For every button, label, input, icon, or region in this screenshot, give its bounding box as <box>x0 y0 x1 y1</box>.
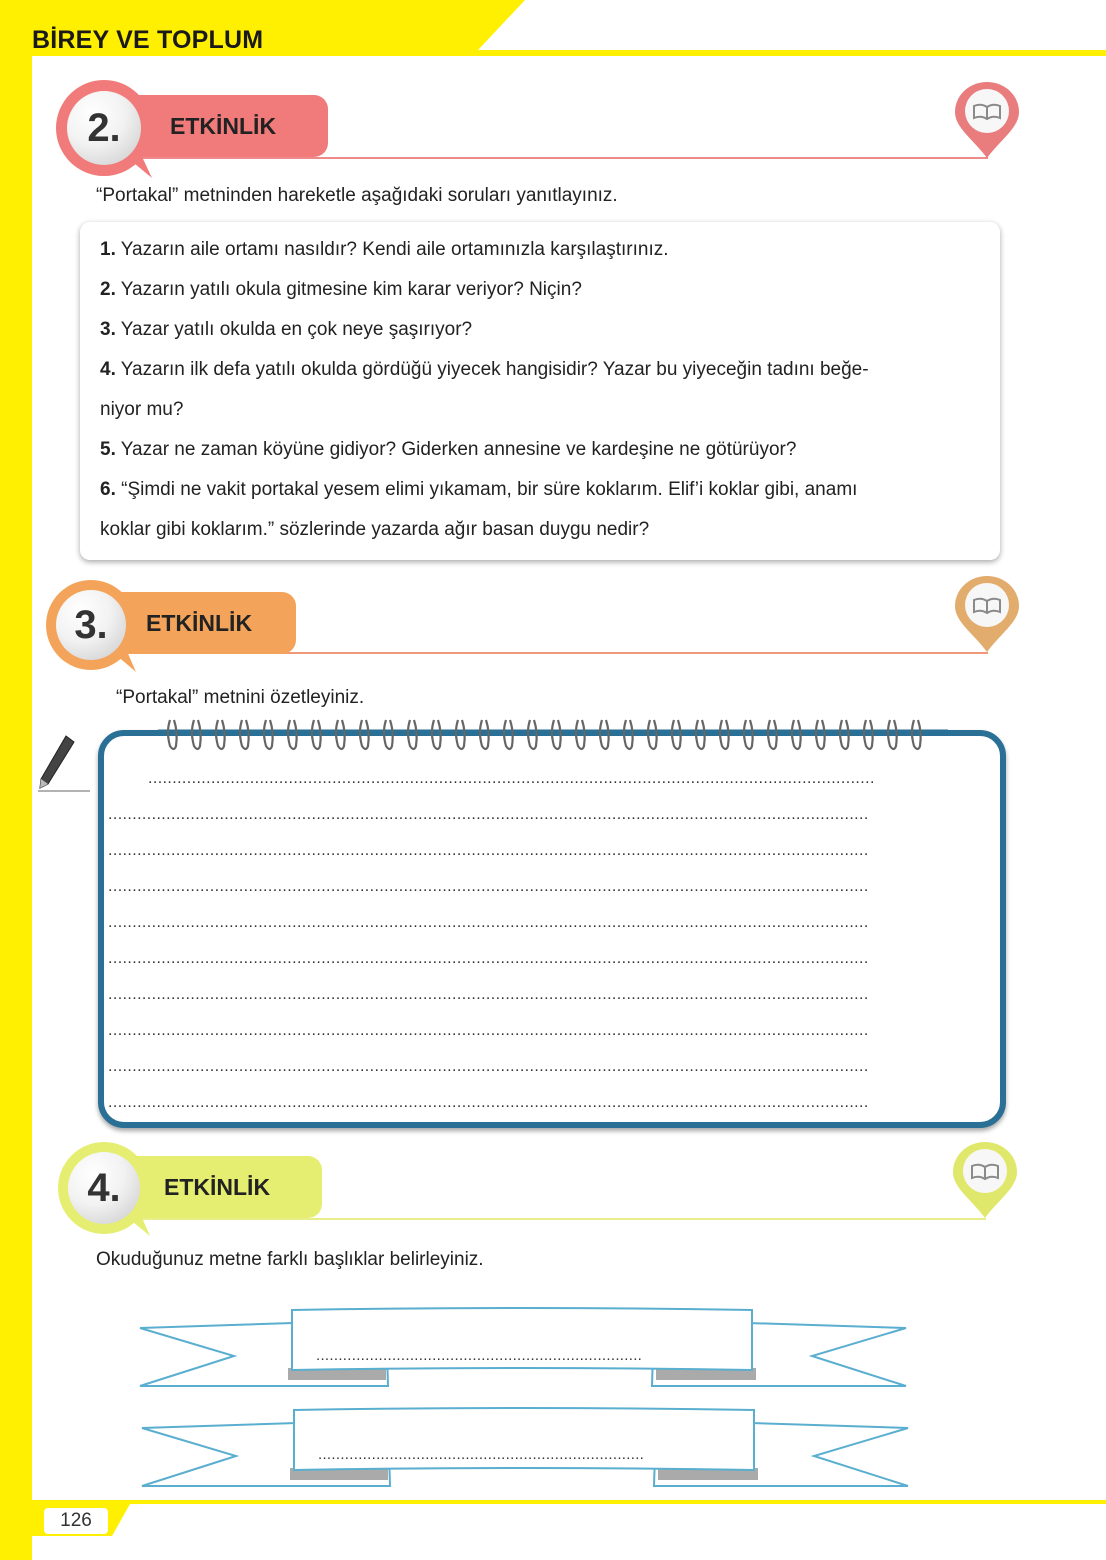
section-title: BİREY VE TOPLUM <box>32 26 264 54</box>
question-4: 4. Yazarın ilk defa yatılı okulda gördüğü yiyecek hangisidir? Yazar bu yiyeceğin tadını beğe- <box>100 359 869 380</box>
book-pin-icon <box>950 1142 1020 1222</box>
write-line[interactable]: ............................................................................................................................................................. <box>108 1094 869 1111</box>
frame-left-bar <box>0 0 32 1560</box>
activity2-intro: “Portakal” metninden hareketle aşağıdaki soruları yanıtlayınız. <box>96 185 618 206</box>
title-blank-2[interactable]: ......................................................................... <box>318 1446 645 1463</box>
question-4-continued: niyor mu? <box>100 399 184 420</box>
activity3-label: ETKİNLİK <box>146 609 253 636</box>
write-line[interactable]: ...................................................................................................................................................... <box>148 770 875 787</box>
pencil-icon <box>36 732 92 796</box>
activity2-label: ETKİNLİK <box>170 112 277 139</box>
activity4-number: 4. <box>87 1165 121 1210</box>
question-3: 3. Yazar yatılı okulda en çok neye şaşırıyor? <box>100 319 473 340</box>
write-line[interactable]: ............................................................................................................................................................. <box>108 842 869 859</box>
activity2-number: 2. <box>87 105 121 150</box>
activity4-badge <box>58 1142 150 1234</box>
activity4-label: ETKİNLİK <box>164 1173 271 1200</box>
activity2-rule <box>140 157 988 159</box>
questions-box <box>80 222 1000 560</box>
question-5: 5. Yazar ne zaman köyüne gidiyor? Giderken annesine ve kardeşine ne götürüyor? <box>100 439 797 460</box>
question-1: 1. Yazarın aile ortamı nasıldır? Kendi aile ortamınızla karşılaştırınız. <box>100 239 669 260</box>
title-blank-1[interactable]: ......................................................................... <box>316 1347 643 1364</box>
frame-bottom-bar <box>0 1500 1106 1560</box>
activity3-number: 3. <box>74 602 108 647</box>
notebook-spiral <box>158 716 948 754</box>
write-line[interactable]: ............................................................................................................................................................. <box>108 914 869 931</box>
book-pin-icon <box>952 576 1022 656</box>
activity4-intro: Okuduğunuz metne farklı başlıklar belirleyiniz. <box>96 1249 484 1270</box>
activity2-badge <box>56 80 152 176</box>
question-2: 2. Yazarın yatılı okula gitmesine kim karar veriyor? Niçin? <box>100 279 582 300</box>
write-line[interactable]: ............................................................................................................................................................. <box>108 878 869 895</box>
activity4-rule <box>140 1218 986 1220</box>
question-6: 6. “Şimdi ne vakit portakal yesem elimi yıkamam, bir süre koklarım. Elif’i koklar gibi, anamı <box>100 479 858 500</box>
write-line[interactable]: ............................................................................................................................................................. <box>108 950 869 967</box>
question-6-continued: koklar gibi koklarım.” sözlerinde yazarda ağır basan duygu nedir? <box>100 519 650 540</box>
write-line[interactable]: ............................................................................................................................................................. <box>108 1022 869 1039</box>
book-pin-icon <box>952 82 1022 162</box>
activity3-intro: “Portakal” metnini özetleyiniz. <box>116 687 365 708</box>
write-line[interactable]: ............................................................................................................................................................. <box>108 1058 869 1075</box>
write-line[interactable]: ............................................................................................................................................................. <box>108 806 869 823</box>
activity3-badge <box>46 580 136 670</box>
page-number: 126 <box>44 1508 108 1534</box>
write-line[interactable]: ............................................................................................................................................................. <box>108 986 869 1003</box>
